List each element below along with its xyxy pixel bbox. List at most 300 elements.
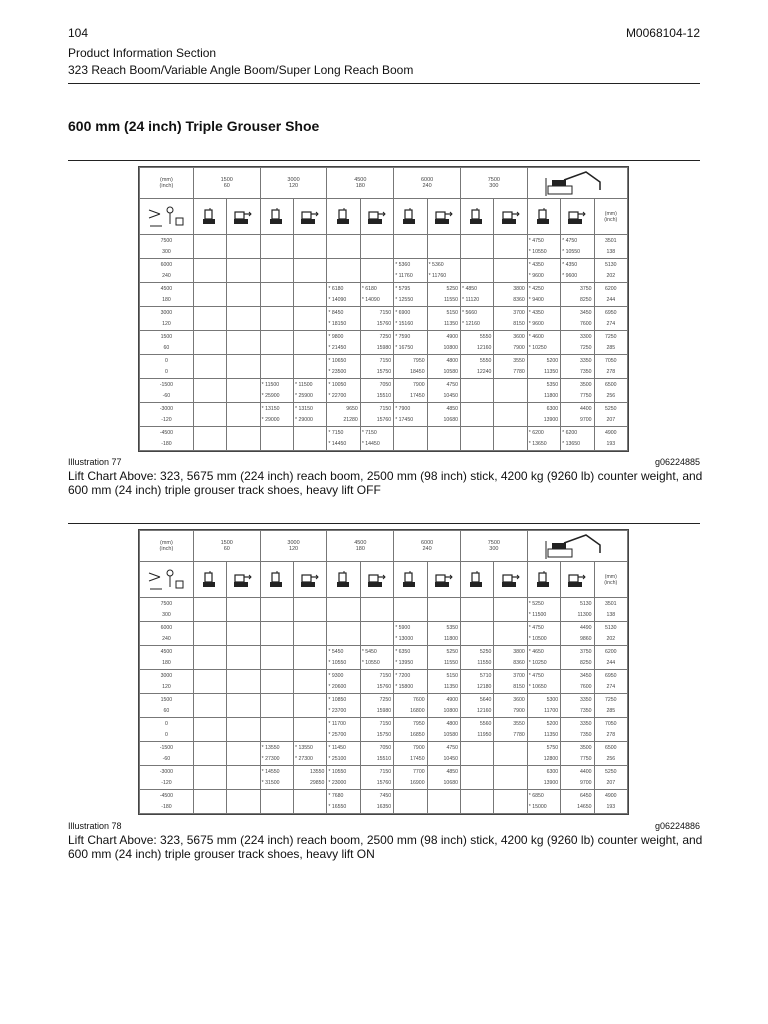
- radius-mm: 1500: [220, 177, 233, 183]
- load-value: * 9800: [327, 331, 360, 343]
- radius-header: [327, 531, 394, 562]
- load-value: [260, 706, 293, 718]
- load-value: [193, 754, 226, 766]
- load-value: * 10550: [327, 766, 360, 778]
- radius-header: [460, 168, 527, 199]
- load-value: [227, 379, 260, 391]
- load-value: 15760: [360, 415, 393, 427]
- load-value: 10580: [427, 730, 460, 742]
- load-value: [427, 247, 460, 259]
- load-value: 11300: [561, 610, 594, 622]
- load-value: [294, 259, 327, 271]
- radius-mm: 7500: [487, 540, 500, 546]
- load-value: [294, 247, 327, 259]
- load-value: [427, 427, 460, 439]
- table-row: [140, 682, 628, 694]
- load-value: [460, 742, 493, 754]
- load-value: [227, 235, 260, 247]
- max-reach-value: 7250: [594, 331, 627, 343]
- load-value: 14650: [561, 802, 594, 814]
- load-value: 7250: [360, 694, 393, 706]
- load-value: [460, 439, 493, 451]
- load-value: 16850: [394, 730, 427, 742]
- lift-chart-heavy-lift-on: [138, 529, 629, 815]
- load-value: * 4350: [527, 307, 560, 319]
- radius-inch: 240: [422, 546, 432, 552]
- load-value: 7150: [360, 355, 393, 367]
- load-value: 13900: [527, 778, 560, 790]
- radius-mm: 6000: [420, 540, 434, 546]
- load-value: 5750: [527, 742, 560, 754]
- load-value: [193, 634, 226, 646]
- load-value: 3750: [561, 646, 594, 658]
- table-row: [140, 367, 628, 379]
- table-row: [140, 283, 628, 295]
- load-value: * 23700: [327, 706, 360, 718]
- load-value: * 7900: [394, 403, 427, 415]
- load-value: 3800: [494, 646, 527, 658]
- load-value: [227, 343, 260, 355]
- load-value: 7950: [394, 355, 427, 367]
- load-value: [193, 307, 226, 319]
- load-value: [294, 622, 327, 634]
- load-value: * 29000: [260, 415, 293, 427]
- load-value: [227, 610, 260, 622]
- load-value: [193, 343, 226, 355]
- load-value: [193, 802, 226, 814]
- load-value: [227, 295, 260, 307]
- load-value: * 10650: [527, 682, 560, 694]
- load-value: [193, 610, 226, 622]
- over-front-icon: [327, 562, 360, 598]
- load-value: [294, 283, 327, 295]
- over-front-icon: [527, 199, 560, 235]
- load-value: [227, 622, 260, 634]
- load-value: 7900: [394, 379, 427, 391]
- load-value: [460, 379, 493, 391]
- load-value: * 10550: [327, 658, 360, 670]
- load-value: [227, 646, 260, 658]
- load-value: [394, 439, 427, 451]
- load-value: [427, 802, 460, 814]
- load-value: 5550: [460, 355, 493, 367]
- load-value: [294, 598, 327, 610]
- load-value: 9650: [327, 403, 360, 415]
- load-value: [193, 646, 226, 658]
- load-value: [427, 439, 460, 451]
- load-value: [260, 802, 293, 814]
- over-front-icon: [394, 199, 427, 235]
- table-row: [140, 706, 628, 718]
- height-label: 6000: [140, 259, 194, 271]
- over-side-icon: [561, 562, 594, 598]
- load-value: [360, 610, 393, 622]
- load-value: [227, 283, 260, 295]
- table-row: [140, 343, 628, 355]
- table-row: [140, 730, 628, 742]
- unit-header: [140, 168, 194, 199]
- load-value: * 12550: [394, 295, 427, 307]
- load-value: 7950: [394, 718, 427, 730]
- load-value: * 5795: [394, 283, 427, 295]
- load-value: * 13000: [394, 634, 427, 646]
- over-side-icon: [360, 562, 393, 598]
- load-value: [494, 790, 527, 802]
- load-value: [227, 331, 260, 343]
- load-value: [494, 610, 527, 622]
- load-value: [294, 790, 327, 802]
- load-value: 5130: [561, 598, 594, 610]
- table-row: [140, 670, 628, 682]
- load-value: * 17450: [394, 415, 427, 427]
- load-value: [460, 235, 493, 247]
- load-value: [260, 235, 293, 247]
- load-value: 5550: [460, 331, 493, 343]
- load-value: [294, 802, 327, 814]
- radius-header: [460, 531, 527, 562]
- load-value: 7450: [360, 790, 393, 802]
- load-value: [460, 427, 493, 439]
- height-label: -180: [140, 439, 194, 451]
- load-value: * 25100: [327, 754, 360, 766]
- load-value: [227, 670, 260, 682]
- radius-mm: 4500: [354, 177, 367, 183]
- load-value: * 13650: [561, 439, 594, 451]
- load-value: 12160: [460, 343, 493, 355]
- radius-header: [327, 168, 394, 199]
- load-value: [227, 439, 260, 451]
- radius-inch: 180: [355, 183, 365, 189]
- reach-mm-label: (mm): [604, 573, 617, 580]
- load-value: [394, 427, 427, 439]
- load-value: 11350: [527, 730, 560, 742]
- radius-header: [394, 531, 461, 562]
- load-value: [227, 271, 260, 283]
- load-value: * 14550: [260, 766, 293, 778]
- load-value: * 7590: [394, 331, 427, 343]
- load-value: 3700: [494, 307, 527, 319]
- machine-icon: [527, 531, 627, 562]
- load-value: [227, 319, 260, 331]
- load-value: [327, 271, 360, 283]
- radius-inch: 300: [489, 183, 499, 189]
- table-row: [140, 790, 628, 802]
- load-value: * 10850: [327, 694, 360, 706]
- load-value: 3800: [494, 283, 527, 295]
- table-row: [140, 271, 628, 283]
- load-value: [460, 271, 493, 283]
- table-row: [140, 295, 628, 307]
- load-value: 3500: [561, 742, 594, 754]
- load-value: [327, 610, 360, 622]
- load-value: [494, 742, 527, 754]
- max-reach-value: 4900: [594, 790, 627, 802]
- load-value: [294, 427, 327, 439]
- load-value: [227, 718, 260, 730]
- height-label: 7500: [140, 598, 194, 610]
- load-value: [494, 754, 527, 766]
- radius-header: [260, 531, 327, 562]
- load-value: * 5360: [427, 259, 460, 271]
- load-value: * 14090: [360, 295, 393, 307]
- load-value: [360, 598, 393, 610]
- load-value: * 4750: [561, 235, 594, 247]
- load-value: 3550: [494, 355, 527, 367]
- load-value: * 6180: [327, 283, 360, 295]
- table-row: [140, 259, 628, 271]
- table-row: [140, 802, 628, 814]
- max-reach-value: 5130: [594, 622, 627, 634]
- load-value: [193, 694, 226, 706]
- table-row: [140, 403, 628, 415]
- load-value: 3350: [561, 355, 594, 367]
- max-reach-value: 138: [594, 610, 627, 622]
- load-value: 5150: [427, 670, 460, 682]
- load-value: [460, 259, 493, 271]
- load-value: 3750: [561, 283, 594, 295]
- load-value: * 9400: [527, 295, 560, 307]
- load-value: [294, 670, 327, 682]
- load-value: [227, 259, 260, 271]
- max-reach-value: 3501: [594, 235, 627, 247]
- load-value: [260, 343, 293, 355]
- load-value: 7780: [494, 367, 527, 379]
- table-row: [140, 646, 628, 658]
- load-value: 7250: [360, 331, 393, 343]
- max-reach-value: 256: [594, 754, 627, 766]
- height-label: 300: [140, 610, 194, 622]
- load-value: [193, 658, 226, 670]
- height-label: 0: [140, 718, 194, 730]
- height-label: 4500: [140, 283, 194, 295]
- lift-chart-table: [139, 530, 628, 814]
- load-value: [227, 790, 260, 802]
- load-value: [227, 598, 260, 610]
- over-front-icon: [527, 562, 560, 598]
- height-label: -4500: [140, 790, 194, 802]
- load-value: [494, 802, 527, 814]
- load-value: * 4350: [561, 259, 594, 271]
- load-value: 3450: [561, 670, 594, 682]
- radius-mm: 3000: [287, 540, 300, 546]
- load-value: 3350: [561, 718, 594, 730]
- load-value: * 10650: [327, 355, 360, 367]
- load-value: * 9600: [527, 319, 560, 331]
- load-value: [460, 415, 493, 427]
- load-value: [260, 247, 293, 259]
- max-reach-value: 138: [594, 247, 627, 259]
- load-value: [193, 355, 226, 367]
- load-value: * 12160: [460, 319, 493, 331]
- load-value: [260, 730, 293, 742]
- illustration-label: Illustration 77: [68, 457, 122, 467]
- table-row: [140, 307, 628, 319]
- height-label: 1500: [140, 331, 194, 343]
- load-value: * 10500: [527, 634, 560, 646]
- max-reach-value: 244: [594, 295, 627, 307]
- load-value: 11550: [427, 295, 460, 307]
- graphic-id: g06224885: [654, 457, 700, 467]
- load-value: 7150: [360, 307, 393, 319]
- load-value: [394, 235, 427, 247]
- load-value: [260, 682, 293, 694]
- load-value: [260, 622, 293, 634]
- load-value: 7600: [561, 319, 594, 331]
- load-value: [494, 391, 527, 403]
- table-row: [140, 658, 628, 670]
- table-row: [140, 427, 628, 439]
- load-value: 5350: [427, 622, 460, 634]
- load-value: [394, 247, 427, 259]
- load-value: 12160: [460, 706, 493, 718]
- load-value: * 20600: [327, 682, 360, 694]
- load-value: [427, 598, 460, 610]
- load-value: [427, 610, 460, 622]
- unit-header: [140, 531, 194, 562]
- load-value: * 5450: [327, 646, 360, 658]
- table-row: [140, 439, 628, 451]
- load-value: [460, 778, 493, 790]
- over-front-icon: [460, 562, 493, 598]
- load-value: [227, 247, 260, 259]
- load-value: 5200: [527, 355, 560, 367]
- over-side-icon: [227, 562, 260, 598]
- table-row: [140, 235, 628, 247]
- section-name: Product Information Section: [68, 46, 217, 60]
- load-value: 5200: [527, 718, 560, 730]
- load-value: [193, 622, 226, 634]
- load-value: * 27300: [294, 754, 327, 766]
- radius-inch: 300: [489, 546, 499, 552]
- load-value: * 5900: [394, 622, 427, 634]
- load-value: [227, 367, 260, 379]
- load-value: 4850: [427, 403, 460, 415]
- load-value: [193, 790, 226, 802]
- load-value: [227, 415, 260, 427]
- load-value: [460, 802, 493, 814]
- load-value: * 13150: [294, 403, 327, 415]
- load-value: 15510: [360, 391, 393, 403]
- page-title: 600 mm (24 inch) Triple Grouser Shoe: [68, 118, 320, 134]
- load-value: 13900: [527, 415, 560, 427]
- load-value: 6300: [527, 403, 560, 415]
- table-row: [140, 634, 628, 646]
- load-value: 7050: [360, 742, 393, 754]
- load-value: 11950: [460, 730, 493, 742]
- load-value: [360, 247, 393, 259]
- load-value: 10580: [427, 367, 460, 379]
- max-reach-value: 5250: [594, 766, 627, 778]
- table-row: [140, 331, 628, 343]
- load-value: 3300: [561, 331, 594, 343]
- over-front-icon: [260, 199, 293, 235]
- load-value: * 4750: [527, 622, 560, 634]
- load-value: [360, 622, 393, 634]
- load-value: 7700: [394, 766, 427, 778]
- load-value: 4750: [427, 379, 460, 391]
- load-value: * 13950: [394, 658, 427, 670]
- max-reach-value: 5130: [594, 259, 627, 271]
- over-side-icon: [427, 562, 460, 598]
- load-value: [227, 694, 260, 706]
- load-value: 11800: [427, 634, 460, 646]
- load-value: [460, 598, 493, 610]
- load-value: 7780: [494, 730, 527, 742]
- radius-inch: 120: [288, 183, 299, 189]
- height-label: 4500: [140, 646, 194, 658]
- height-label: 60: [140, 706, 194, 718]
- load-value: [193, 259, 226, 271]
- load-value: * 14450: [327, 439, 360, 451]
- load-value: [460, 790, 493, 802]
- load-value: 15760: [360, 319, 393, 331]
- load-value: [360, 235, 393, 247]
- load-value: [327, 247, 360, 259]
- load-value: [294, 682, 327, 694]
- load-value: * 6350: [394, 646, 427, 658]
- table-row: [140, 742, 628, 754]
- load-value: * 22700: [327, 391, 360, 403]
- max-reach-value: 207: [594, 415, 627, 427]
- load-hook-icon: [140, 562, 194, 598]
- reach-mm-label: (mm): [604, 210, 617, 217]
- max-reach-value: 7250: [594, 694, 627, 706]
- load-value: * 11700: [327, 718, 360, 730]
- load-value: 12240: [460, 367, 493, 379]
- load-value: [260, 367, 293, 379]
- load-value: 10450: [427, 754, 460, 766]
- load-value: [193, 367, 226, 379]
- load-value: [260, 355, 293, 367]
- load-value: [294, 634, 327, 646]
- load-value: 7750: [561, 391, 594, 403]
- load-value: 8150: [494, 682, 527, 694]
- height-label: 60: [140, 343, 194, 355]
- load-value: 12180: [460, 682, 493, 694]
- height-label: -120: [140, 778, 194, 790]
- height-label: -1500: [140, 379, 194, 391]
- load-value: 5250: [427, 646, 460, 658]
- load-value: [460, 610, 493, 622]
- height-label: 7500: [140, 235, 194, 247]
- load-value: * 25700: [327, 730, 360, 742]
- height-label: -60: [140, 754, 194, 766]
- load-value: 6300: [527, 766, 560, 778]
- load-value: [260, 646, 293, 658]
- max-reach-value: 6200: [594, 646, 627, 658]
- height-label: -3000: [140, 403, 194, 415]
- load-value: 3700: [494, 670, 527, 682]
- max-reach-value: 6500: [594, 742, 627, 754]
- load-value: [260, 610, 293, 622]
- load-value: [394, 610, 427, 622]
- max-reach-value: 274: [594, 319, 627, 331]
- load-value: * 7680: [327, 790, 360, 802]
- load-value: [327, 259, 360, 271]
- radius-mm: 1500: [220, 540, 233, 546]
- page-number: 104: [68, 26, 89, 40]
- load-value: [294, 355, 327, 367]
- max-reach-value: 6200: [594, 283, 627, 295]
- load-value: 15750: [360, 367, 393, 379]
- table-row: [140, 415, 628, 427]
- figure-divider: [68, 523, 700, 524]
- reach-inch-label: (inch): [604, 579, 618, 586]
- load-value: [494, 235, 527, 247]
- load-value: [193, 730, 226, 742]
- load-value: [193, 319, 226, 331]
- over-front-icon: [193, 199, 226, 235]
